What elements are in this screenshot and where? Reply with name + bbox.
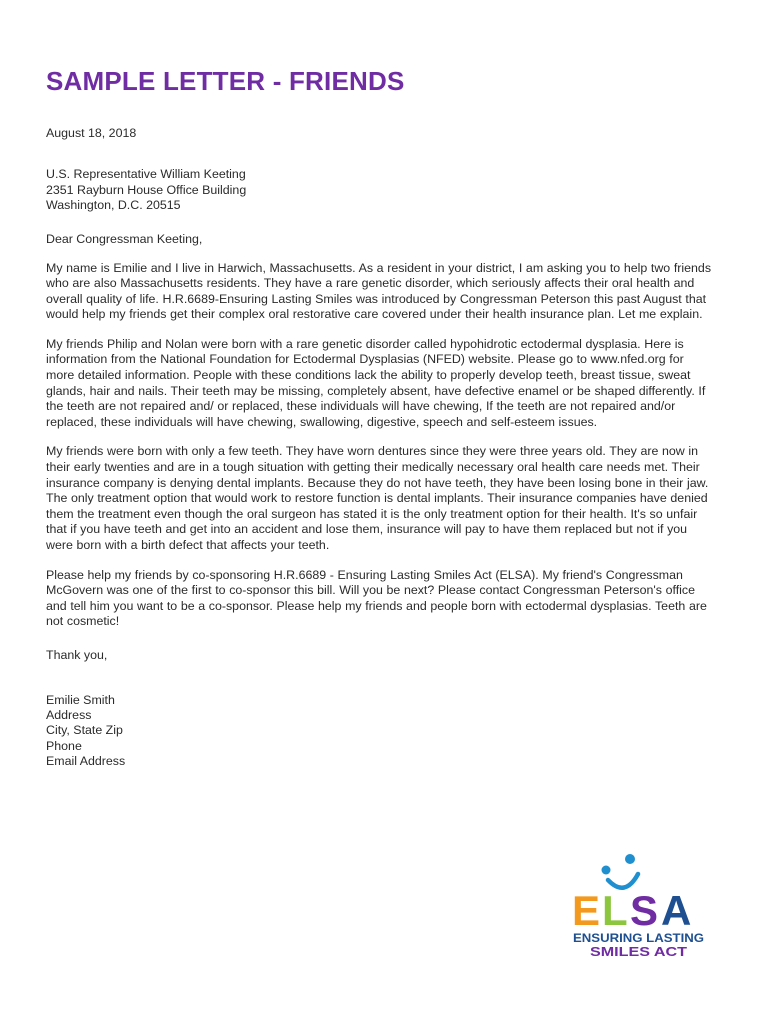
body-paragraph: My friends Philip and Nolan were born with a rare genetic disorder called hypohidrotic ectodermal dysplasia. Here is information from the National Foundation for Ectodermal Dysplasias (NFED) website. Please go to www.nfed.org for more detailed information. People with these conditions lack the ability to properly develop teeth, breast tissue, sweat glands, hair and nails. Their teeth may be missing, completely absent, have defective enamel or be shaped differently. If the teeth are not repaired and/ or replaced, these individuals will have chewing, If the teeth are not repaired and/or replaced, these individuals will have chewing, swallowing, digestive, speech and self-esteem issues. [46, 336, 706, 429]
recipient-address [46, 167, 712, 214]
logo-dot [625, 854, 635, 864]
letter-title: SAMPLE LETTER - FRIENDS [46, 66, 405, 96]
body-paragraph: My name is Emilie and I live in Harwich, Massachusetts. As a resident in your district, I am asking you to help two friends who are also Massachusetts residents. They have a rare genetic disorder, which seriously affects their oral health and overall quality of life. H.R.6689-Ensuring Lasting Smiles was introduced by Congressman Peterson this past August that would help my friends get their complex oral restorative care covered under their health insurance plan. Let me explain. [46, 260, 712, 322]
signature-block [46, 693, 712, 769]
signature-line: City, State Zip [46, 723, 123, 738]
letter-date: August 18, 2018 [46, 126, 137, 140]
logo-letter-l: L [602, 887, 628, 934]
closing: Thank you, [46, 647, 108, 662]
logo-letter-s: S [630, 887, 659, 934]
recipient-line: U.S. Representative William Keeting [46, 167, 246, 181]
recipient-line: Washington, D.C. 20515 [46, 198, 181, 212]
elsa-logo [568, 852, 708, 964]
signature-line: Email Address [46, 753, 126, 768]
logo-tagline-line1: ENSURING LASTING [573, 933, 705, 945]
letter [46, 64, 712, 769]
logo-tagline-line2: SMILES ACT [590, 944, 688, 959]
salutation: Dear Congressman Keeting, [46, 231, 203, 246]
logo-smile-arc [608, 874, 638, 888]
body-paragraph: My friends were born with only a few teeth. They have worn dentures since they were three years old. They are now in their early twenties and are in a tough situation with getting their medically necessary oral health care needs met. Their insurance company is denying dental implants. Because they do not have teeth, they have been losing bone in their jaw. The only treatment option that would work to restore function is dental implants. Their insurance companies have denied them the treatment even though the oral surgeon has stated it is the only treatment option for their health. It's so unfair that if you have teeth and get into an accident and lose them, insurance will pay to have them replaced but not if you were born with a birth defect that affects your teeth. [46, 444, 709, 552]
signature-line: Phone [46, 738, 82, 753]
logo-dot [602, 866, 611, 875]
recipient-line: 2351 Rayburn House Office Building [46, 182, 247, 197]
logo-letter-a: A [661, 887, 692, 934]
body-paragraph: Please help my friends by co-sponsoring H.R.6689 - Ensuring Lasting Smiles Act (ELSA). My friend's Congressman McGovern was one of the first to co-sponsor this bill. Will you be next? Please contact Congressman Peterson's office and tell him you want to be a co-sponsor. Please help my friends and people born with ectodermal dysplasias. Teeth are not cosmetic! [46, 567, 707, 629]
signature-line: Address [46, 708, 92, 723]
logo-letter-e: E [572, 887, 601, 934]
signature-line: Emilie Smith [46, 692, 115, 707]
